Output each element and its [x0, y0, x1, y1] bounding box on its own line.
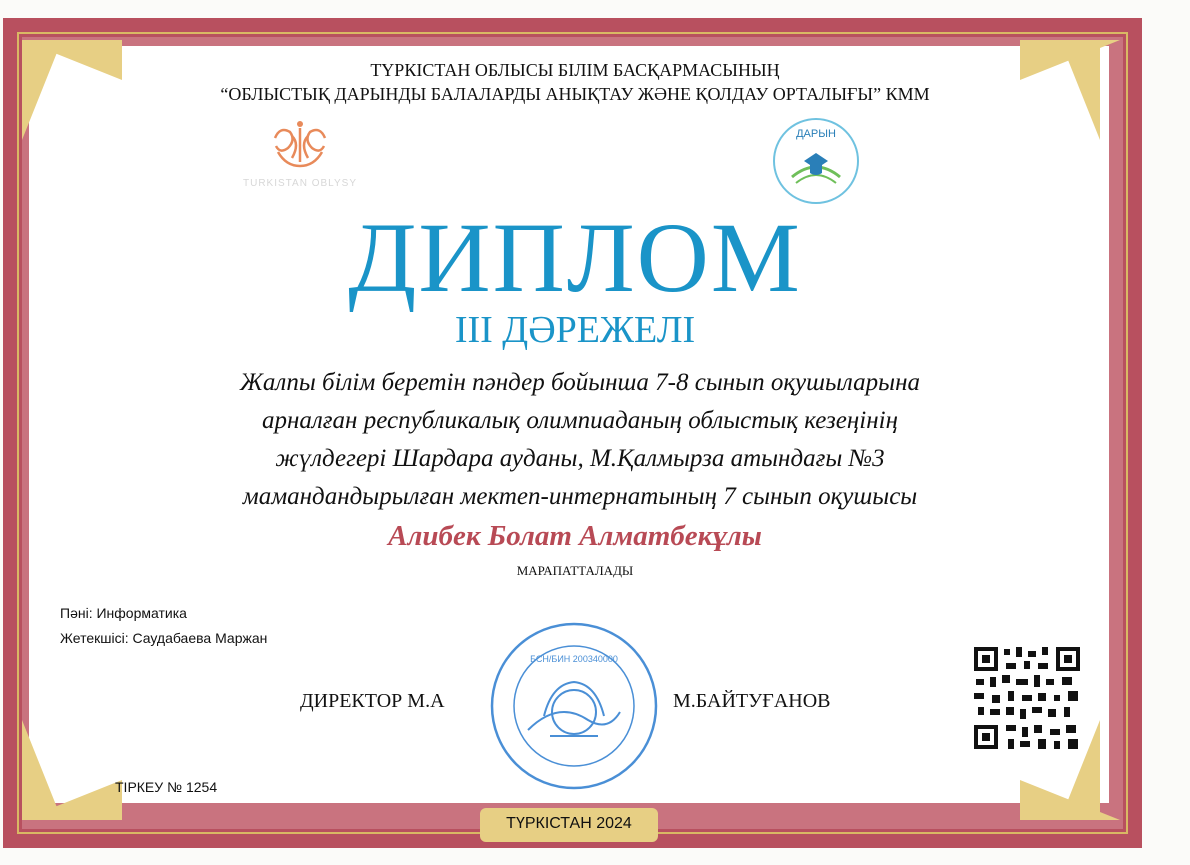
award-description-line: мамандандырылған мектеп-интернатының 7 сынып оқушысы: [242, 483, 918, 510]
recipient-name: Алибек Болат Алматбекұлы: [388, 520, 762, 552]
award-description-line: жүлдегері Шардара ауданы, М.Қалмырза атындағы №3: [275, 445, 885, 472]
director-name: М.БАЙТУҒАНОВ: [673, 690, 831, 712]
org-line-2: “ОБЛЫСТЫҚ ДАРЫНДЫ БАЛАЛАРДЫ АНЫҚТАУ ЖӘНЕ ҚОЛДАУ ОРТАЛЫҒЫ” КММ: [220, 84, 930, 104]
award-description-line: арналған республикалық олимпиаданың облыстық кезеңінің: [262, 407, 898, 434]
official-seal-icon: [488, 620, 660, 792]
director-title: ДИРЕКТОР М.А: [300, 690, 445, 712]
turkistan-logo-caption: TURKISTAN OBLYSY: [243, 178, 357, 189]
daryn-logo-icon: [770, 115, 862, 207]
subject-label: Пәні: Информатика: [60, 605, 187, 621]
org-line-1: ТҮРКІСТАН ОБЛЫСЫ БІЛІМ БАСҚАРМАСЫНЫҢ: [370, 60, 780, 80]
daryn-logo-text: ДАРЫН: [796, 128, 836, 140]
award-description: [150, 364, 1010, 516]
diploma-title: ДИПЛОМ: [348, 202, 802, 313]
teacher-label: Жетекшісі: Саудабаева Маржан: [60, 630, 268, 646]
footer-city-year: ТҮРКІСТАН 2024: [506, 815, 632, 832]
awarded-label: МАРАПАТТАЛАДЫ: [516, 563, 634, 578]
corner-ornament-bottom-right-2: [1020, 780, 1120, 820]
diploma-degree: ІІІ ДӘРЕЖЕЛІ: [454, 309, 696, 351]
qr-code-icon: [972, 645, 1082, 751]
award-description-line: Жалпы білім беретін пәндер бойынша 7-8 сынып оқушыларына: [240, 369, 920, 396]
turkistan-logo-icon: [230, 118, 370, 178]
seal-text: БСН/БИН 200340000: [530, 654, 618, 664]
corner-ornament-bottom-left-2: [22, 780, 122, 820]
registration-number: ТІРКЕУ № 1254: [115, 779, 218, 795]
